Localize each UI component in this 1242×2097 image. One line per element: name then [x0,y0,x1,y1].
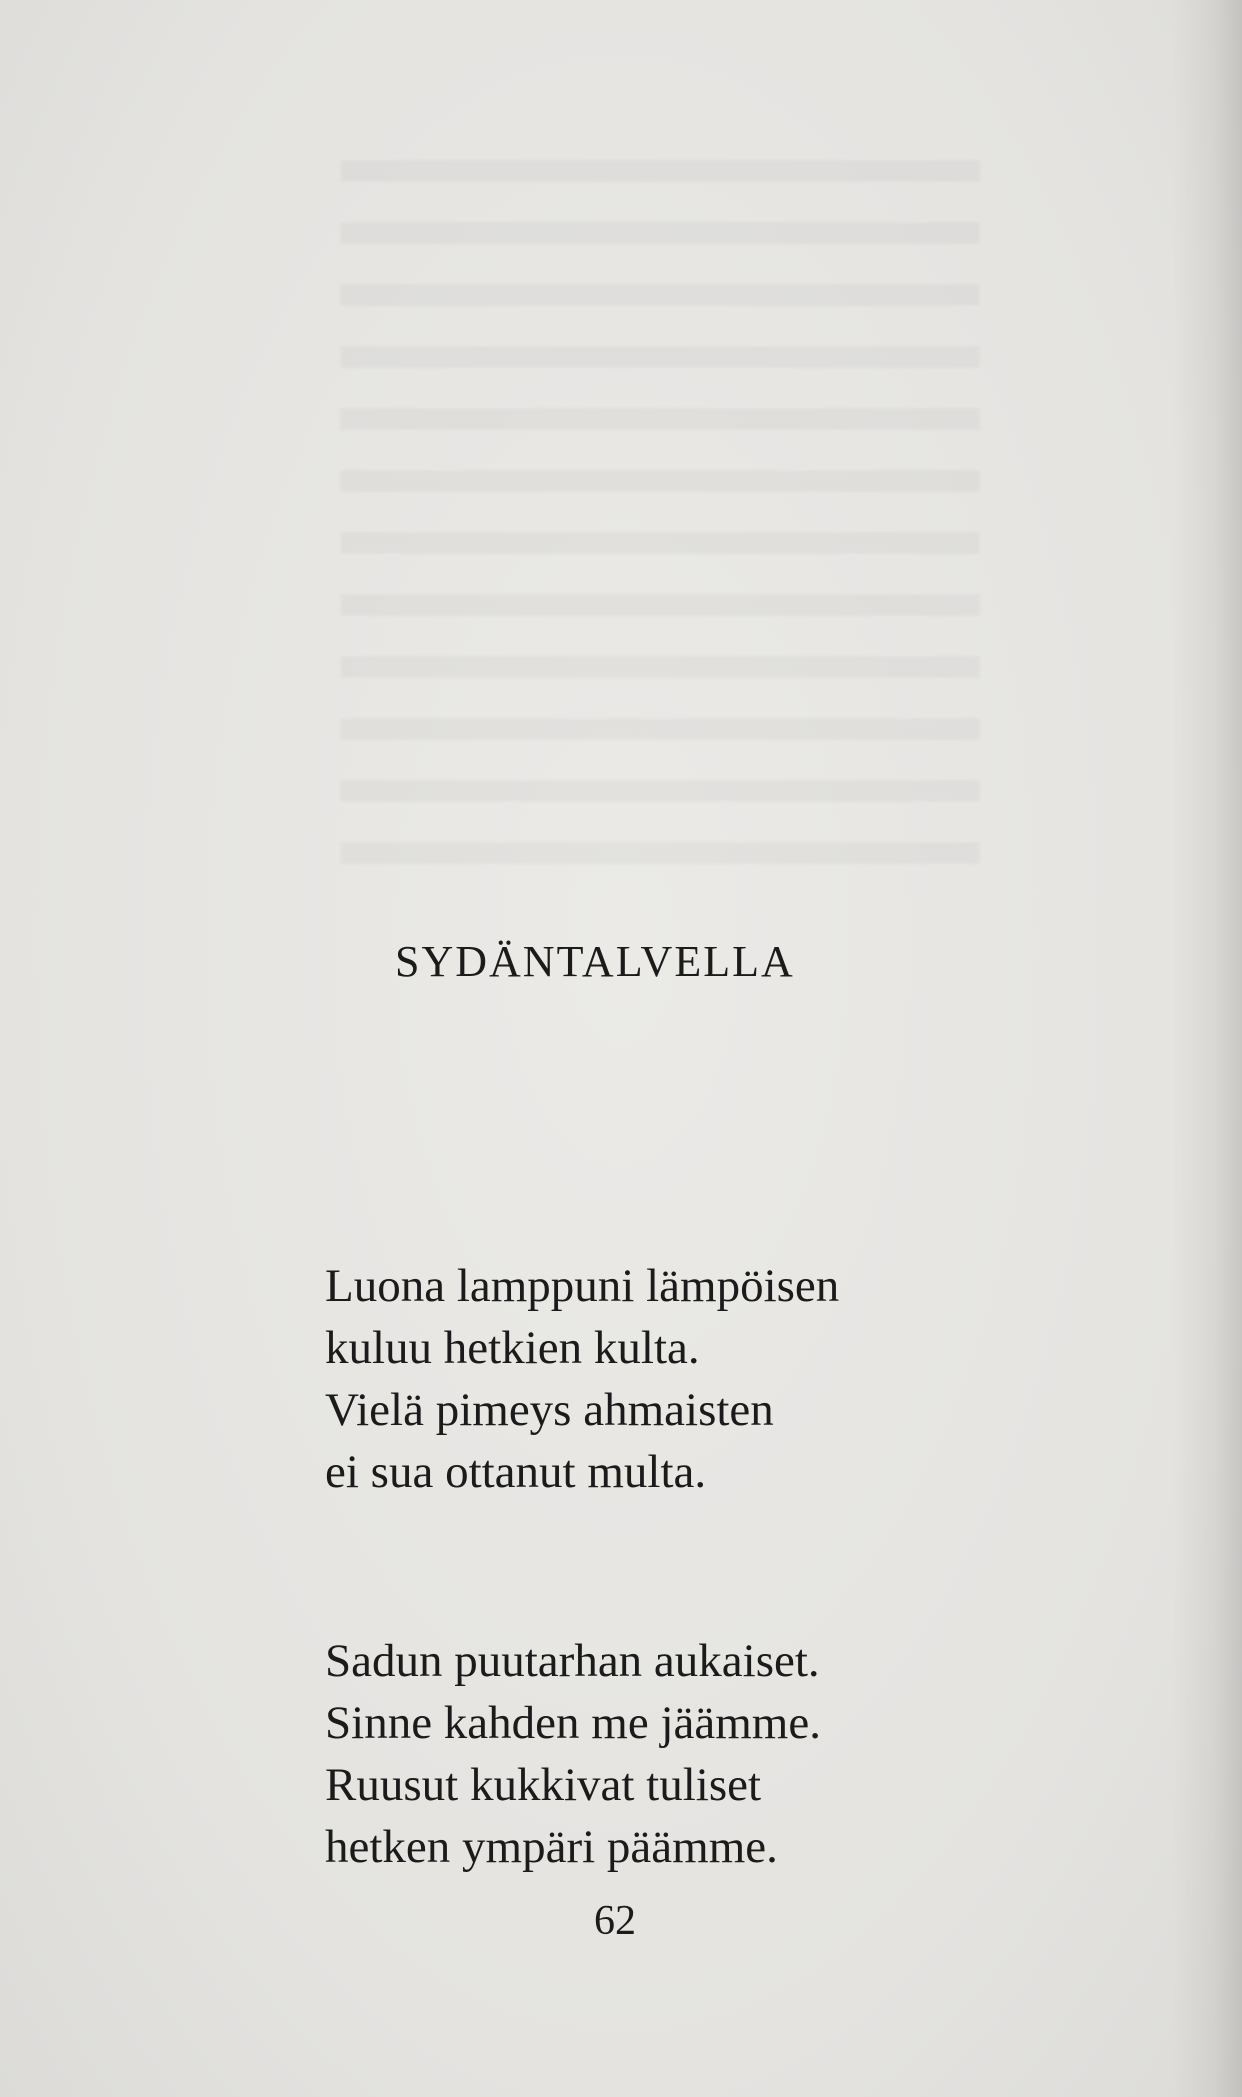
show-through-text [340,120,980,880]
poem-line: Luona lamppuni lämpöisen [325,1260,840,1312]
poem-line: Vielä pimeys ahmaisten [325,1384,774,1436]
poem-line: Sinne kahden me jäämme. [325,1697,821,1749]
stanza-2 [325,1630,821,1878]
poem-line: Sadun puutarhan aukaiset. [325,1635,820,1687]
stanza-1 [325,1255,839,1503]
poem-line: kuluu hetkien kulta. [325,1322,700,1374]
poem-line: ei sua ottanut multa. [325,1446,707,1498]
poem-line: hetken ympäri päämme. [325,1821,778,1873]
poem-line: Ruusut kukkivat tuliset [325,1759,762,1811]
page-number: 62 [594,1898,636,1944]
poem-title: SYDÄNTALVELLA [395,937,795,986]
